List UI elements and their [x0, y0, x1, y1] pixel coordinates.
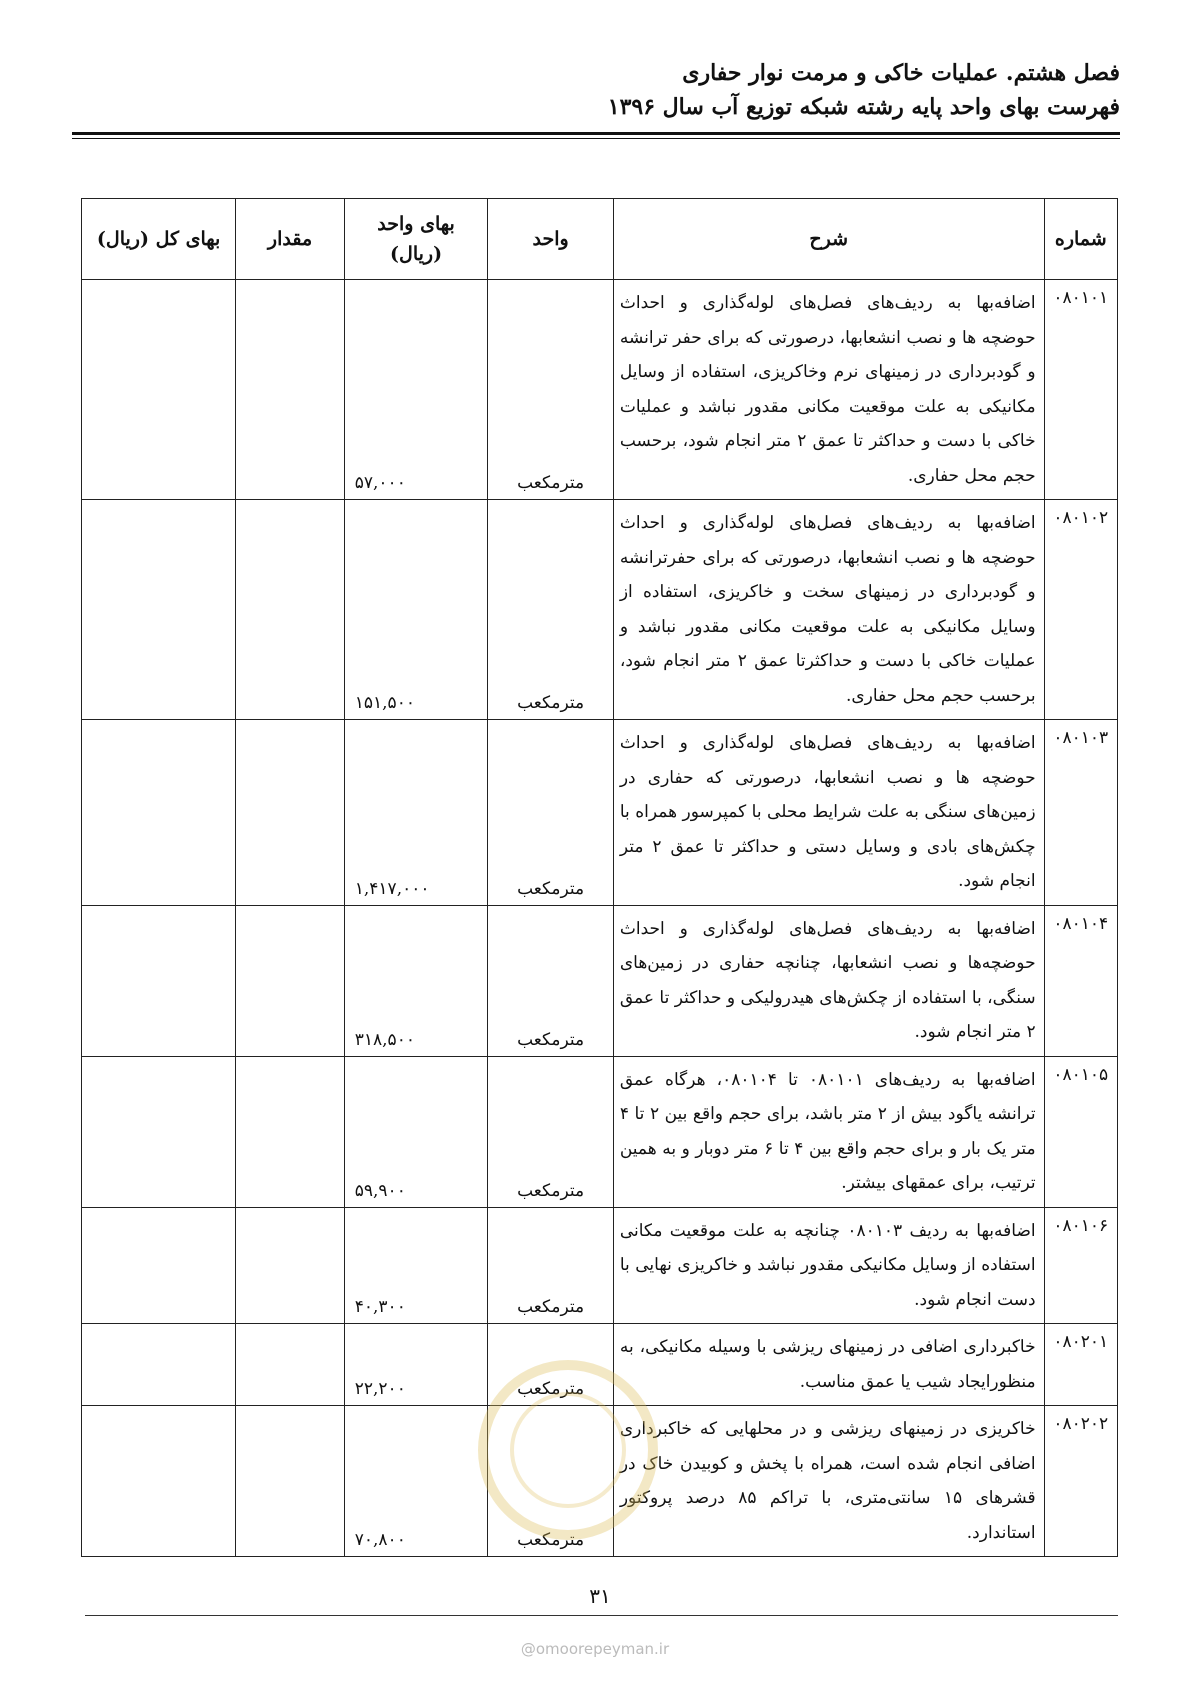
row-description: خاکریزی در زمینهای ریزشی و در محلهایی که خاکبرداری اضافی انجام شده است، همراه با پخش و کوبیدن خاک در قشرهای ۱۵ سانتی‌متری، با تراکم ۸۵ درصد پروکتور استاندارد. — [613, 1406, 1044, 1557]
page-header — [72, 56, 1120, 124]
row-description: اضافه‌بها به ردیف‌های فصل‌های لوله‌گذاری و احداث حوضچه ها و نصب انشعابها، درصورتی که برای حفر ترانشه و گودبرداری در زمینهای نرم وخاکریزی، استفاده از وسایل مکانیکی به علت موقعیت مکانی مقدور نباشد و عملیات خاکی با دست و حداکثر تا عمق ۲ متر انجام شود، برحسب حجم محل حفاری. — [613, 280, 1044, 500]
row-code: ۰۸۰۲۰۲ — [1044, 1406, 1117, 1557]
row-quantity — [236, 1324, 344, 1406]
row-total — [82, 1207, 236, 1324]
row-unit-price: ۲۲,۲۰۰ — [344, 1324, 488, 1406]
row-unit: مترمکعب — [488, 280, 614, 500]
row-quantity — [236, 905, 344, 1056]
row-quantity — [236, 1406, 344, 1557]
row-unit-price: ۷۰,۸۰۰ — [344, 1406, 488, 1557]
row-quantity — [236, 280, 344, 500]
row-total — [82, 720, 236, 906]
row-description: اضافه‌بها به ردیف‌های ۰۸۰۱۰۱ تا ۰۸۰۱۰۴، هرگاه عمق ترانشه یاگود بیش از ۲ متر باشد، برای حجم واقع بین ۲ تا ۴ متر یک بار و برای حجم واقع بین ۴ تا ۶ متر دوبار و به همین ترتیب، برای عمقهای بیشتر. — [613, 1056, 1044, 1207]
header-unit-price — [344, 199, 488, 280]
table-row — [82, 1324, 1118, 1406]
header-unit-price-line1: بهای واحد — [377, 213, 455, 235]
table-row — [82, 905, 1118, 1056]
table-header-row — [82, 199, 1118, 280]
row-unit-price: ۵۹,۹۰۰ — [344, 1056, 488, 1207]
row-total — [82, 280, 236, 500]
row-description: اضافه‌بها به ردیف‌های فصل‌های لوله‌گذاری و احداث حوضچه‌ها و نصب انشعابها، چنانچه حفاری در زمین‌های سنگی، با استفاده از چکش‌های هیدرولیکی و حداکثر تا عمق ۲ متر انجام شود. — [613, 905, 1044, 1056]
row-unit-price: ۴۰,۳۰۰ — [344, 1207, 488, 1324]
row-code: ۰۸۰۱۰۳ — [1044, 720, 1117, 906]
row-code: ۰۸۰۱۰۱ — [1044, 280, 1117, 500]
header-rule-thick — [72, 132, 1120, 135]
row-description: اضافه‌بها به ردیف‌های فصل‌های لوله‌گذاری و احداث حوضچه ها و نصب انشعابها، درصورتی که برای حفرترانشه و گودبرداری در زمینهای سخت و خاکریزی، استفاده از وسایل مکانیکی به علت موقعیت مکانی مقدور نباشد و عملیات خاکی با دست و حداکثرتا عمق ۲ متر انجام شود، برحسب حجم محل حفاری. — [613, 500, 1044, 720]
chapter-title: فصل هشتم. عملیات خاکی و مرمت نوار حفاری — [682, 60, 1120, 86]
row-unit: مترمکعب — [488, 905, 614, 1056]
row-quantity — [236, 1056, 344, 1207]
table-row — [82, 1406, 1118, 1557]
row-code: ۰۸۰۱۰۵ — [1044, 1056, 1117, 1207]
row-total — [82, 1406, 236, 1557]
watermark-site: @omoorepeyman.ir — [520, 1640, 670, 1658]
row-unit: مترمکعب — [488, 1324, 614, 1406]
row-code: ۰۸۰۱۰۶ — [1044, 1207, 1117, 1324]
row-total — [82, 1056, 236, 1207]
footer-rule — [85, 1615, 1118, 1616]
list-title: فهرست بهای واحد پایه رشته شبکه توزیع آب سال ۱۳۹۶ — [607, 94, 1120, 120]
header-unit-price-line2: (ریال) — [390, 243, 443, 265]
row-unit-price: ۳۱۸,۵۰۰ — [344, 905, 488, 1056]
row-code: ۰۸۰۲۰۱ — [1044, 1324, 1117, 1406]
table-row — [82, 280, 1118, 500]
row-unit: مترمکعب — [488, 1056, 614, 1207]
header-total-price: بهای کل (ریال) — [82, 199, 236, 280]
row-unit-price: ۱۵۱,۵۰۰ — [344, 500, 488, 720]
row-code: ۰۸۰۱۰۲ — [1044, 500, 1117, 720]
row-unit: مترمکعب — [488, 1406, 614, 1557]
row-code: ۰۸۰۱۰۴ — [1044, 905, 1117, 1056]
header-code: شماره — [1044, 199, 1117, 280]
row-unit-price: ۱,۴۱۷,۰۰۰ — [344, 720, 488, 906]
header-unit: واحد — [488, 199, 614, 280]
header-description: شرح — [613, 199, 1044, 280]
row-quantity — [236, 720, 344, 906]
row-quantity — [236, 500, 344, 720]
header-quantity: مقدار — [236, 199, 344, 280]
header-rule-thin — [72, 138, 1120, 139]
row-quantity — [236, 1207, 344, 1324]
row-unit: مترمکعب — [488, 500, 614, 720]
row-description: اضافه‌بها به ردیف‌های فصل‌های لوله‌گذاری و احداث حوضچه ها و نصب انشعابها، درصورتی که حفاری در زمین‌های سنگی به علت شرایط محلی با کمپرسور همراه با چکش‌های بادی و وسایل دستی و حداکثر تا عمق ۲ متر انجام شود. — [613, 720, 1044, 906]
table-row — [82, 1207, 1118, 1324]
table-row — [82, 500, 1118, 720]
row-description: اضافه‌بها به ردیف ۰۸۰۱۰۳ چنانچه به علت موقعیت مکانی استفاده از وسایل مکانیکی مقدور نباشد و خاکریزی نهایی با دست انجام شود. — [613, 1207, 1044, 1324]
row-total — [82, 1324, 236, 1406]
page-number: ۳۱ — [589, 1584, 611, 1608]
row-total — [82, 500, 236, 720]
row-unit: مترمکعب — [488, 720, 614, 906]
row-unit: مترمکعب — [488, 1207, 614, 1324]
price-table — [81, 198, 1118, 1557]
table-row — [82, 720, 1118, 906]
row-description: خاکبرداری اضافی در زمینهای ریزشی با وسیله مکانیکی، به منظورایجاد شیب یا عمق مناسب. — [613, 1324, 1044, 1406]
row-total — [82, 905, 236, 1056]
table-row — [82, 1056, 1118, 1207]
row-unit-price: ۵۷,۰۰۰ — [344, 280, 488, 500]
